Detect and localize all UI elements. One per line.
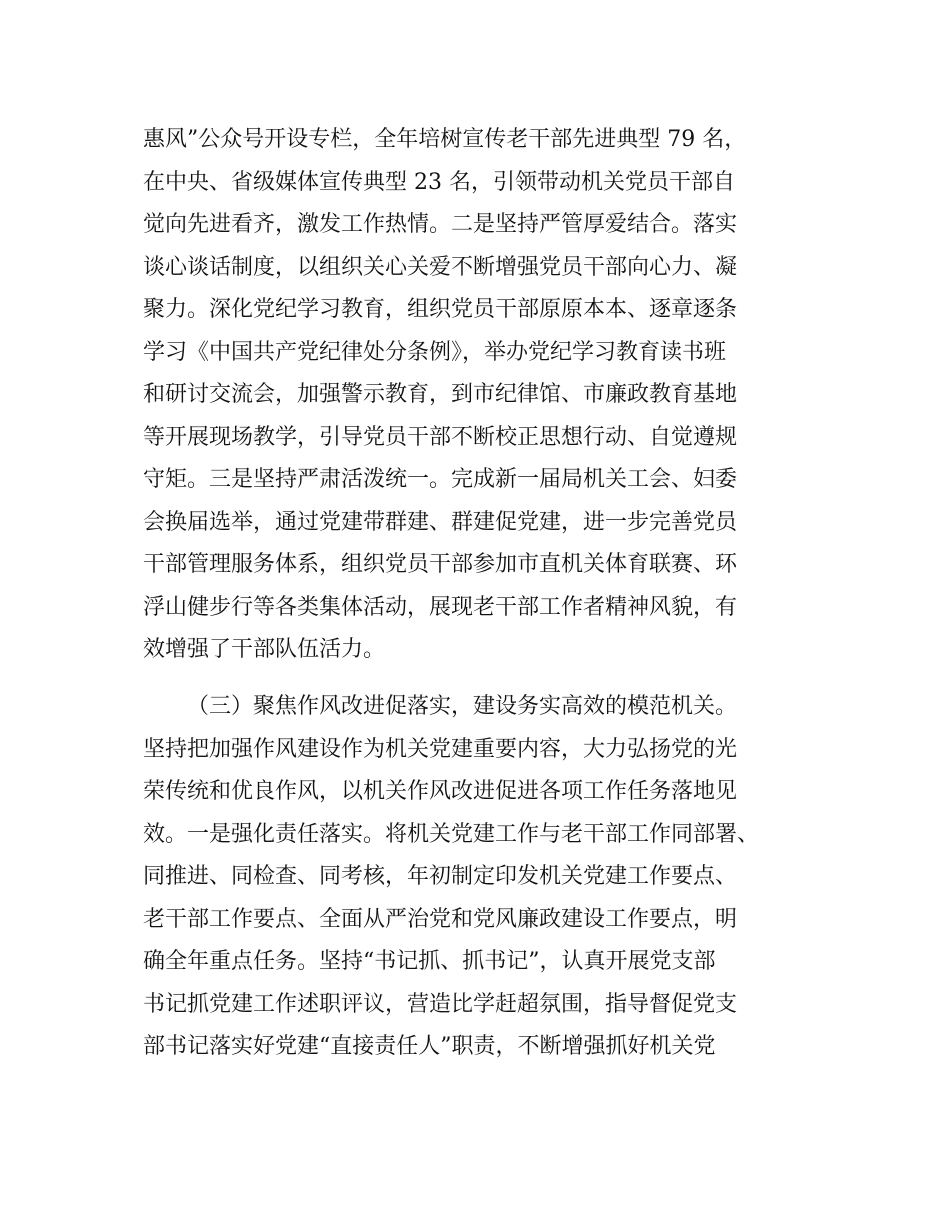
paragraph-line: 在中央、省级媒体宣传典型 23 名，引领带动机关党员干部自: [143, 169, 735, 195]
paragraph-line: 守矩。三是坚持严肃活泼统一。完成新一届局机关工会、妇委: [143, 467, 738, 492]
paragraph-line: 同推进、同检查、同考核，年初制定印发机关党建工作要点、: [143, 864, 738, 889]
paragraph-line: 效增强了干部队伍活力。: [143, 637, 386, 662]
paragraph-line: 荣传统和优良作风，以机关作风改进促进各项工作任务落地见: [143, 779, 738, 804]
paragraph-line: 会换届选举，通过党建带群建、群建促党建，进一步完善党员: [143, 509, 738, 535]
paragraph-line: 坚持把加强作风建设作为机关党建重要内容，大力弘扬党的光: [143, 736, 738, 762]
paragraph-line: 觉向先进看齐，激发工作热情。二是坚持严管厚爱结合。落实: [143, 212, 738, 237]
paragraph-line: 书记抓党建工作述职评议，营造比学赶超氛围，指导督促党支: [143, 991, 738, 1017]
paragraph-2: [143, 686, 823, 1069]
paragraph-line: 效。一是强化责任落实。将机关党建工作与老干部工作同部署、: [143, 821, 760, 847]
paragraph-line: 确全年重点任务。坚持“书记抓、抓书记”，认真开展党支部: [143, 949, 716, 974]
paragraph-line: 浮山健步行等各类集体活动，展现老干部工作者精神风貌，有: [143, 594, 738, 620]
paragraph-line: 等开展现场教学，引导党员干部不断校正思想行动、自觉遵规: [143, 424, 738, 450]
paragraph-line: 干部管理服务体系，组织党员干部参加市直机关体育联赛、环: [143, 552, 738, 577]
paragraph-line: 部书记落实好党建“直接责任人”职责，不断增强抓好机关党: [143, 1034, 716, 1059]
paragraph-line: 惠风”公众号开设专栏，全年培树宣传老干部先进典型 79 名，: [143, 127, 747, 152]
paragraph-line: 聚力。深化党纪学习教育，组织党员干部原原本本、逐章逐条: [143, 297, 738, 322]
paragraph-line: 谈心谈话制度，以组织关心关爱不断增强党员干部向心力、凝: [143, 254, 738, 280]
paragraph-line: 老干部工作要点、全面从严治党和党风廉政建设工作要点，明: [143, 906, 738, 932]
paragraph-line: 和研讨交流会，加强警示教育，到市纪律馆、市廉政教育基地: [143, 382, 738, 407]
paragraph-1: [143, 119, 823, 672]
section-heading: （三）聚焦作风改进促落实，建设务实高效的模范机关。: [187, 694, 738, 719]
paragraph-line: 学习《中国共产党纪律处分条例》，举办党纪学习教育读书班: [143, 339, 727, 365]
